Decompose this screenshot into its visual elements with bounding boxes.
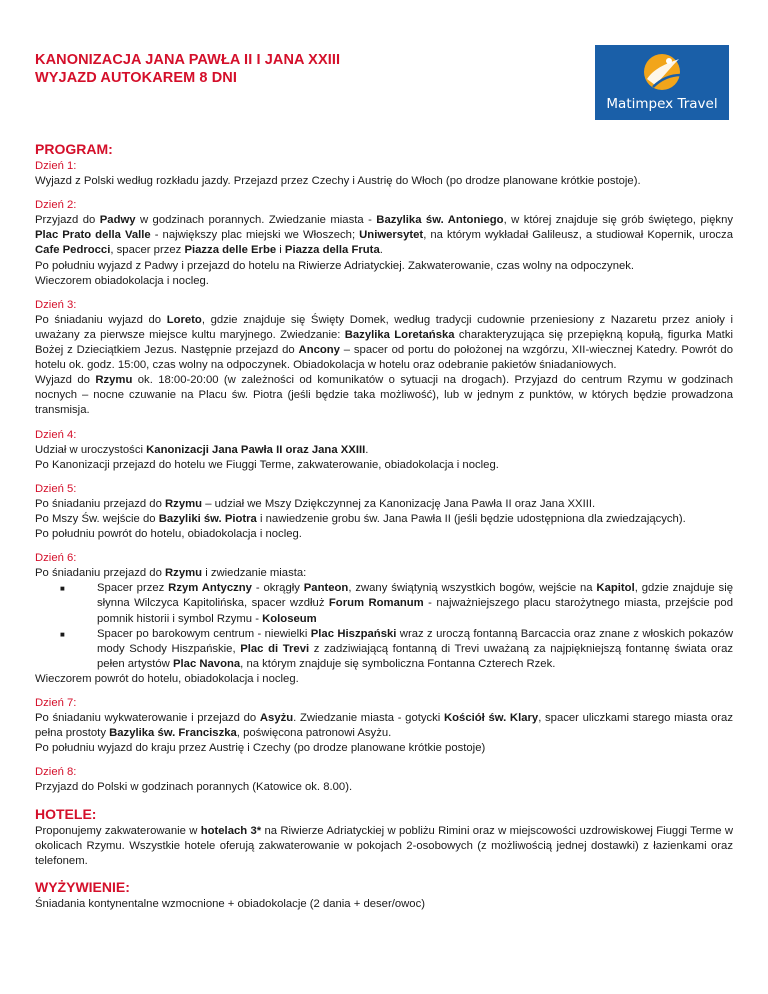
day-3 xyxy=(35,298,733,419)
meals-section xyxy=(35,878,733,912)
program-content xyxy=(35,140,733,912)
day-6 xyxy=(35,551,733,687)
day-6-bullets xyxy=(35,581,733,672)
day-label: Dzień 2: xyxy=(35,199,77,212)
title-line-1: KANONIZACJA JANA PAWŁA II I JANA XXIII xyxy=(35,52,341,68)
day-text: Udział w uroczystości Kanonizacji Jana Pawła II oraz Jana XXIII. xyxy=(35,443,369,456)
list-item: ■ Spacer przez Rzym Antyczny - okrągły Panteon, zwany świątynią wszystkich bogów, wejście na Kapitol, gdzie znajduje się słynna Wilczyca Kapitolińska, spacer wzdłuż Forum Romanum - najważniejszego placu starożytnego miasta, przejście pod pomnik historii i symbol Rzymu - Koloseum xyxy=(97,581,733,626)
hotels-section xyxy=(35,805,733,869)
day-8 xyxy=(35,765,733,795)
day-text: Po Mszy Św. wejście do Bazyliki św. Piotra i nawiedzenie grobu św. Jana Pawła II (jeśli będzie udostępniona dla zwiedzających). xyxy=(35,512,686,525)
day-text: Wieczorem obiadokolacja i nocleg. xyxy=(35,274,209,287)
day-text: Po śniadaniu wykwaterowanie i przejazd do Asyżu. Zwiedzanie miasta - gotycki Kościół św. Klary, spacer uliczkami starego miasta oraz pełna prostoty Bazylika św. Franciszka, poświęcona patronowi Asyżu. xyxy=(35,712,733,740)
day-7 xyxy=(35,696,733,756)
day-text: Wieczorem powrót do hotelu, obiadokolacja i nocleg. xyxy=(35,672,299,685)
meals-heading: WYŻYWIENIE: xyxy=(35,878,130,895)
meals-text: Śniadania kontynentalne wzmocnione + obiadokolacje (2 dania + deser/owoc) xyxy=(35,897,425,910)
day-text: Wyjazd z Polski według rozkładu jazdy. Przejazd przez Czechy i Austrię do Włoch (po drodze planowane krótkie postoje). xyxy=(35,175,641,188)
day-1 xyxy=(35,159,733,189)
day-text: Po południu wyjazd z Padwy i przejazd do hotelu na Riwierze Adriatyckiej. Zakwaterowanie, czas wolny na odpoczynek. xyxy=(35,259,635,272)
day-label: Dzień 7: xyxy=(35,697,77,709)
day-4 xyxy=(35,428,733,473)
day-label: Dzień 4: xyxy=(35,428,77,441)
day-text: Wyjazd do Rzymu ok. 18:00-20:00 (w zależności od komunikatów o sytuacji na drogach). Przyjazd do centrum Rzymu w godzinach nocnych – nocne czuwanie na Placu św. Piotra (jeśli będzie taka możliwość), lub w jednym z punktów, w których będzie prowadzona transmisja. xyxy=(35,374,734,417)
day-label: Dzień 3: xyxy=(35,298,77,311)
day-label: Dzień 5: xyxy=(35,482,77,495)
program-heading: PROGRAM: xyxy=(35,141,113,157)
day-label: Dzień 6: xyxy=(35,552,77,565)
hotels-heading: HOTELE: xyxy=(35,805,97,822)
logo-text: Matimpex Travel xyxy=(606,96,718,112)
hotels-text: Proponujemy zakwaterowanie w hotelach 3* na Riwierze Adriatyckiej w pobliżu Rimini oraz w miejscowości uzdrowiskowej Fiuggi Terme w okolicach Rzymu. Wszystkie hotele oferują zakwaterowanie w pokojach 2-osobowych (z możliwością jednej dostawki) z łazienkami oraz telefonem. xyxy=(35,824,733,867)
day-text: Przyjazd do Padwy w godzinach porannych. Zwiedzanie miasta - Bazylika św. Antoniego, w której znajduje się grób świętego, piękny Plac Prato della Valle - największy plac miejski we Włoszech; Uniwersytet, na którym wykładał Galileusz, a studiował Kopernik, urocza Cafe Pedrocci, spacer przez Piazza delle Erbe i Piazza della Fruta. xyxy=(35,214,734,257)
day-label: Dzień 1: xyxy=(35,160,77,172)
day-label: Dzień 8: xyxy=(35,766,77,779)
day-2 xyxy=(35,198,733,289)
day-text: Po śniadaniu przejazd do Rzymu – udział we Mszy Dziękczynnej za Kanonizację Jana Pawła II oraz Jana XXIII. xyxy=(35,497,596,510)
day-text: Po Kanonizacji przejazd do hotelu we Fiuggi Terme, zakwaterowanie, obiadokolacja i nocleg. xyxy=(35,458,499,471)
day-text: Po śniadaniu wyjazd do Loreto, gdzie znajduje się Święty Domek, według tradycji cudownie przeniesiony z Nazaretu przez anioły i uważany za pierwsze miejsce kultu maryjnego. Zwiedzanie: Bazylika Loretańska charakteryzująca się przepiękną kopułą, figurka Matki Bożej z Dzieciątkiem Jezus. Następnie przejazd do Ancony – spacer od portu do położonej na wzgórzu, XII-wiecznej Katedry. Powrót do hotelu ok. godz. 15:00, czas wolny na odpoczynek. Obiadokolacja w hotelu oraz odebranie pakietów śniadaniowych. xyxy=(35,313,733,372)
day-text: Po południu wyjazd do kraju przez Austrię i Czechy (po drodze planowane krótkie postoje) xyxy=(35,742,486,755)
company-logo xyxy=(595,45,729,120)
day-text: Przyjazd do Polski w godzinach porannych (Katowice ok. 8.00). xyxy=(35,781,353,794)
document-title xyxy=(35,51,340,87)
title-line-2: WYJAZD AUTOKAREM 8 DNI xyxy=(35,70,237,86)
day-text: Po południu powrót do hotelu, obiadokolacja i nocleg. xyxy=(35,528,302,541)
day-text: Po śniadaniu przejazd do Rzymu i zwiedzanie miasta: xyxy=(35,567,307,580)
list-item: ■ Spacer po barokowym centrum - niewielki Plac Hiszpański wraz z uroczą fontanną Barcaccia oraz znane z włoskich pokazów mody Schody Hiszpańskie, Plac di Trevi z zadziwiającą fontanną di Trevi uważaną za najpiękniejszą fontannę świata oraz pełen artystów Plac Navona, na którym znajduje się symboliczna Fontanna Czterech Rzek. xyxy=(97,627,733,672)
day-5 xyxy=(35,482,733,542)
